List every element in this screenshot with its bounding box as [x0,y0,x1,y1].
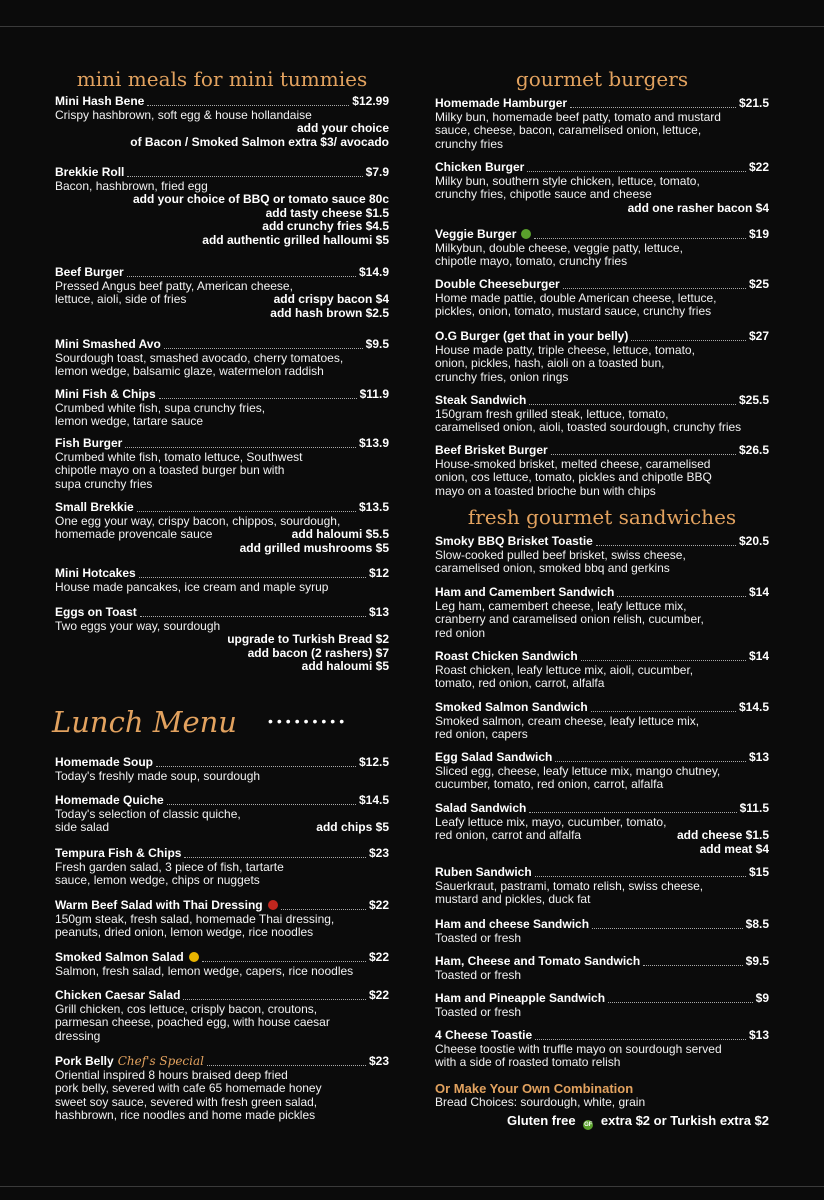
item-name [435,161,524,175]
item-addon: add haloumi $5 [301,659,389,674]
item-name [55,989,180,1003]
menu-item-beef-brisket-burger [435,444,769,498]
item-description-row [55,293,389,307]
menu-item-smoked-salmon-salad [55,951,389,978]
item-name [435,586,614,600]
item-description: sauce, cheese, bacon, caramelised onion, lettuce, [435,123,702,138]
item-description: Bacon, hashbrown, fried egg [55,178,208,193]
item-name [55,1055,204,1069]
item-name [435,751,552,765]
gluten-free-line [435,1113,769,1130]
item-name [435,802,526,816]
menu-item-brekkie-roll [55,166,389,248]
dot-leader [535,1039,746,1040]
item-description: Sauerkraut, pastrami, tomato relish, swiss cheese, [435,878,704,893]
menu-item-beef-burger [55,266,389,320]
item-description: crunchy fries, chipotle sauce and cheese [435,187,652,202]
item-name-text: Brekkie Roll [55,165,125,179]
item-addon: add crunchy fries $4.5 [262,219,389,234]
item-price: $23 [368,846,389,860]
item-name [55,606,137,620]
item-name-text: Smoked Salmon Sandwich [435,700,588,714]
dot-leader [207,1065,366,1066]
menu-item-veggie-burger [435,228,769,269]
item-name [435,918,589,932]
dot-leader [202,961,366,962]
item-description: Roast chicken, leafy lettuce mix, aioli, cucumber, [435,662,694,677]
menu-item-ham-and-cheese-sandwich [435,918,769,945]
item-description-row [435,829,769,843]
item-name-text: Smoked Salmon Salad [55,950,184,964]
item-name-text: Ham and cheese Sandwich [435,917,590,931]
item-name [55,951,199,965]
item-description-row [55,821,389,835]
dot-leader [570,107,736,108]
item-description: Pressed Angus beef patty, American cheese, [55,278,293,293]
item-name [55,266,124,280]
dot-leader [527,171,746,172]
dot-leader [159,398,357,399]
item-addon: add authentic grilled halloumi $5 [202,232,389,247]
item-description-row [55,528,389,542]
item-name [55,388,156,402]
item-name-text: Veggie Burger [435,227,517,241]
menu-item-small-brekkie [55,501,389,555]
item-price: $15 [748,865,769,879]
item-price: $8.5 [745,917,769,931]
item-description: Grill chicken, cos lettuce, crisply bacon, croutons, [55,1001,318,1016]
item-name [435,955,640,969]
item-description: Smoked salmon, cream cheese, leafy lettuce mix, [435,713,700,728]
dot-leader [156,766,356,767]
combo-block [435,1081,769,1110]
combo-title: Or Make Your Own Combination [435,1081,634,1096]
item-description: sauce, lemon wedge, chips or nuggets [55,873,260,888]
item-description: chipotle mayo on a toasted burger bun with [55,463,285,478]
item-name [435,278,560,292]
item-price: $25 [748,277,769,291]
item-name [435,650,578,664]
item-description: dressing [55,1028,101,1043]
item-price: $13 [368,605,389,619]
item-description: Leg ham, camembert cheese, leafy lettuce mix, [435,598,687,613]
item-name-text: Mini Fish & Chips [55,387,156,401]
item-description: lemon wedge, tartare sauce [55,414,204,429]
item-description: chipotle mayo, tomato, crunchy fries [435,254,628,269]
item-addon: upgrade to Turkish Bread $2 [227,632,389,647]
item-price: $22 [748,160,769,174]
item-name-text: 4 Cheese Toastie [435,1028,533,1042]
menu-item-chicken-caesar-salad [55,989,389,1043]
item-name-text: Ham, Cheese and Tomato Sandwich [435,954,641,968]
item-price: $14.5 [738,700,769,714]
dot-leader [591,711,736,712]
item-description: mayo on a toasted brioche bun with chips [435,483,656,498]
item-name-text: Homemade Quiche [55,793,164,807]
menu-item-homemade-soup [55,756,389,783]
item-price: $22 [368,898,389,912]
menu-item-warm-beef-salad-with-thai-dressing [55,899,389,940]
dot-leader [555,761,746,762]
item-addon: add your choice of BBQ or tomato sauce 80c [132,192,389,207]
item-name-text: Smoky BBQ Brisket Toastie [435,534,593,548]
item-name-text: Mini Hotcakes [55,566,136,580]
dot-leader [534,238,746,239]
item-description: Toasted or fresh [435,930,522,945]
item-name [435,992,605,1006]
item-description: 150gram fresh grilled steak, lettuce, tomato, [435,406,669,421]
item-name [435,444,548,458]
dot-leader [596,545,736,546]
item-addon: add bacon (2 rashers) $7 [247,645,389,660]
dot-leader [563,288,746,289]
combo-desc: Bread Choices: sourdough, white, grain [435,1095,646,1109]
dot-leader [529,812,736,813]
item-description: Slow-cooked pulled beef brisket, swiss cheese, [435,547,686,562]
item-price: $25.5 [738,393,769,407]
item-price: $19 [748,227,769,241]
menu-item-eggs-on-toast [55,606,389,674]
item-description: sweet soy sauce, severed with fresh green salad, [55,1094,318,1109]
item-description: cucumber, tomato, red onion, carrot, alfalfa [435,777,664,792]
dot-leader [535,876,746,877]
item-price: $14.5 [358,793,389,807]
item-price: $13.5 [358,500,389,514]
gluten-free-label: Gluten free [507,1113,576,1128]
item-addon: add chips $5 [316,820,389,835]
menu-item-roast-chicken-sandwich [435,650,769,691]
item-description: homemade provencale sauce [55,527,213,542]
item-name [55,756,153,770]
menu-item-4-cheese-toastie [435,1029,769,1070]
item-description: One egg your way, crispy bacon, chippos, sourdough, [55,513,341,528]
menu-item-ham-and-camembert-sandwich [435,586,769,640]
dot-leader [125,447,356,448]
item-description: Cheese toostie with truffle mayo on sourdough served [435,1041,722,1056]
item-description: Milky bun, southern style chicken, lettuce, tomato, [435,173,700,188]
menu-item-pork-belly [55,1055,389,1123]
item-description: Home made pattie, double American cheese, lettuce, [435,290,717,305]
item-price: $7.9 [365,165,389,179]
item-price: $26.5 [738,443,769,457]
menu-item-chicken-burger [435,161,769,215]
item-price: $13 [748,750,769,764]
dot-leader [617,596,746,597]
menu-item-steak-sandwich [435,394,769,435]
item-price: $14 [748,649,769,663]
dot-leader [551,454,736,455]
item-description: crunchy fries [435,136,504,151]
dot-leader [631,340,746,341]
item-name-text: Double Cheeseburger [435,277,560,291]
item-description: with a side of roasted tomato relish [435,1055,621,1070]
dot-leader [139,577,366,578]
item-description: pork belly, severed with cafe 65 homemade honey [55,1081,322,1096]
item-price: $27 [748,329,769,343]
chefs-special-tag: Chef's Special [117,1054,204,1068]
item-name [435,330,628,344]
item-description: red onion, capers [435,727,528,742]
item-name [55,166,124,180]
item-price: $12.5 [358,755,389,769]
item-description: cranberry and caramelised onion relish, cucumber, [435,612,704,627]
item-addon: add one rasher bacon $4 [627,200,769,215]
dot-leader [127,276,356,277]
item-description: peanuts, dried onion, lemon wedge, rice noodles [55,925,314,940]
item-description: Salmon, fresh salad, lemon wedge, capers, rice noodles [55,963,354,978]
item-description: Crumbed white fish, tomato lettuce, Southwest [55,449,303,464]
mini-meals-title: mini meals for mini tummies [76,67,368,91]
item-name [55,794,164,808]
item-name [55,95,144,109]
item-price: $11.9 [359,387,389,401]
item-price: $14.9 [358,265,389,279]
dot-leader [137,511,356,512]
item-description: onion, pickles, hash, aioli on a toasted bun, [435,356,665,371]
item-description: tomato, red onion, carrot, alfalfa [435,676,605,691]
item-name-text: Small Brekkie [55,500,134,514]
item-name [55,847,181,861]
item-description: supa crunchy fries [55,476,153,491]
item-name-text: Chicken Caesar Salad [55,988,181,1002]
item-price: $12.99 [352,94,389,108]
item-description: caramelised onion, aioli, toasted sourdough, crunchy fries [435,420,742,435]
menu-item-mini-hotcakes [55,567,389,594]
vegetarian-icon [521,229,531,239]
item-price: $23 [368,1054,389,1068]
item-description: House-smoked brisket, melted cheese, caramelised [435,456,711,471]
item-name-text: Eggs on Toast [55,605,137,619]
item-price: $9.5 [365,337,389,351]
top-divider [0,26,824,27]
gluten-free-extra: extra $2 or Turkish extra $2 [600,1113,769,1128]
item-description: Crispy hashbrown, soft egg & house hollandaise [55,107,312,122]
gourmet-burgers-title: gourmet burgers [515,67,689,91]
dot-leader [529,404,736,405]
item-name [435,97,567,111]
menu-item-salad-sandwich [435,802,769,856]
menu-item-homemade-quiche [55,794,389,835]
dot-leader [167,804,356,805]
item-name-text: Homemade Soup [55,755,154,769]
item-name-text: Mini Hash Bene [55,94,145,108]
dot-leader [127,176,362,177]
menu-item-homemade-hamburger [435,97,769,151]
item-name [435,228,531,242]
dot-leader [183,999,366,1000]
item-name [435,535,593,549]
lunch-menu-dots: ••••••••• [268,713,349,729]
item-description: Today's selection of classic quiche, [55,806,241,821]
item-description: lemon wedge, balsamic glaze, watermelon raddish [55,364,324,379]
spicy-icon [268,900,278,910]
item-price: $9 [755,991,769,1005]
menu-item-tempura-fish-chips [55,847,389,888]
item-description: Sliced egg, cheese, leafy lettuce mix, mango chutney, [435,763,721,778]
dot-leader [140,616,366,617]
menu-item-mini-hash-bene [55,95,389,149]
dot-leader [592,928,743,929]
item-name [435,701,588,715]
item-description: side salad [55,820,110,835]
item-addon: add haloumi $5.5 [291,527,389,542]
item-price: $9.5 [745,954,769,968]
item-addon: of Bacon / Smoked Salmon extra $3/ avocado [130,134,389,149]
item-name [435,866,532,880]
item-description: Leafy lettuce mix, mayo, cucumber, tomato, [435,814,667,829]
dot-leader [147,105,349,106]
item-description: Crumbed white fish, supa crunchy fries, [55,400,266,415]
item-addon: add cheese $1.5 [676,828,769,843]
item-description: Two eggs your way, sourdough [55,618,221,633]
item-description: Toasted or fresh [435,967,522,982]
item-addon: add your choice [296,121,389,136]
item-name-text: Tempura Fish & Chips [55,846,182,860]
item-description: red onion [435,625,486,640]
seafood-icon [189,952,199,962]
item-description: parmesan cheese, poached egg, with house caesar [55,1015,330,1030]
menu-item-ham-cheese-and-tomato-sandwich [435,955,769,982]
item-description: Oriential inspired 8 hours braised deep fried [55,1067,288,1082]
dot-leader [581,660,746,661]
menu-item-mini-smashed-avo [55,338,389,379]
item-name-text: Fish Burger [55,436,123,450]
item-description: onion, cos lettuce, tomato, pickles and chipotle BBQ [435,470,712,485]
item-description: Fresh garden salad, 3 piece of fish, tartarte [55,859,284,874]
item-name-text: Beef Brisket Burger [435,443,548,457]
lunch-menu-title: Lunch Menu [52,705,237,739]
item-name-text: Chicken Burger [435,160,525,174]
item-description: Today's freshly made soup, sourdough [55,768,261,783]
menu-item-ham-and-pineapple-sandwich [435,992,769,1019]
item-name [55,338,161,352]
item-addon: add tasty cheese $1.5 [265,205,389,220]
item-name-text: Mini Smashed Avo [55,337,161,351]
dot-leader [164,348,363,349]
item-name-text: Steak Sandwich [435,393,527,407]
item-name-text: Ham and Camembert Sandwich [435,585,615,599]
item-name-text: Salad Sandwich [435,801,527,815]
gluten-free-icon: GF [584,1122,593,1128]
item-price: $20.5 [738,534,769,548]
item-price: $22 [368,950,389,964]
item-description: mustard and pickles, duck fat [435,892,591,907]
item-price: $13.9 [358,436,389,450]
item-price: $11.5 [739,801,769,815]
item-price: $21.5 [738,96,769,110]
item-name-text: Ruben Sandwich [435,865,532,879]
item-name-text: Ham and Pineapple Sandwich [435,991,606,1005]
sandwiches-title: fresh gourmet sandwiches [467,505,737,529]
item-description: lettuce, aioli, side of fries [55,292,187,307]
menu-item-mini-fish-chips [55,388,389,429]
item-description: Milkybun, double cheese, veggie patty, lettuce, [435,240,683,255]
menu-item-smoked-salmon-sandwich [435,701,769,742]
item-price: $22 [368,988,389,1002]
item-name [435,1029,532,1043]
item-price: $13 [748,1028,769,1042]
menu-item-fish-burger [55,437,389,491]
bottom-divider [0,1186,824,1187]
item-name-text: Pork Belly [55,1054,114,1068]
item-name-text: Homemade Hamburger [435,96,568,110]
item-description: pickles, onion, tomato, mustard sauce, crunchy fries [435,304,712,319]
item-name [435,394,526,408]
item-name-text: O.G Burger (get that in your belly) [435,329,629,343]
dot-leader [281,909,366,910]
item-description: Toasted or fresh [435,1004,522,1019]
item-addon: add meat $4 [699,841,769,856]
item-price: $14 [748,585,769,599]
item-description: caramelised onion, smoked bbq and gerkins [435,561,670,576]
item-description: hashbrown, rice noodles and home made pickles [55,1108,316,1123]
item-description: Sourdough toast, smashed avocado, cherry tomatoes, [55,350,344,365]
item-price: $12 [368,566,389,580]
dot-leader [643,965,742,966]
item-description: House made pancakes, ice cream and maple syrup [55,579,329,594]
item-name-text: Warm Beef Salad with Thai Dressing [55,898,263,912]
menu-item-o-g-burger-get-that-in-your-belly [435,330,769,384]
menu-item-double-cheeseburger [435,278,769,319]
item-name [55,501,134,515]
item-name-text: Egg Salad Sandwich [435,750,553,764]
item-addon: add grilled mushrooms $5 [239,540,389,555]
item-name [55,899,278,913]
menu-item-smoky-bbq-brisket-toastie [435,535,769,576]
item-name [55,437,122,451]
dot-leader [184,857,366,858]
item-addon: add crispy bacon $4 [273,292,389,307]
item-description: red onion, carrot and alfalfa [435,828,582,843]
item-name [55,567,136,581]
item-description: House made patty, triple cheese, lettuce, tomato, [435,342,695,357]
item-name-text: Beef Burger [55,265,124,279]
menu-item-ruben-sandwich [435,866,769,907]
item-description: Milky bun, homemade beef patty, tomato and mustard [435,109,721,124]
item-description: 150gm steak, fresh salad, homemade Thai dressing, [55,911,335,926]
dot-leader [608,1002,753,1003]
item-name-text: Roast Chicken Sandwich [435,649,578,663]
item-addon: add hash brown $2.5 [270,305,389,320]
menu-item-egg-salad-sandwich [435,751,769,792]
item-description: crunchy fries, onion rings [435,369,569,384]
